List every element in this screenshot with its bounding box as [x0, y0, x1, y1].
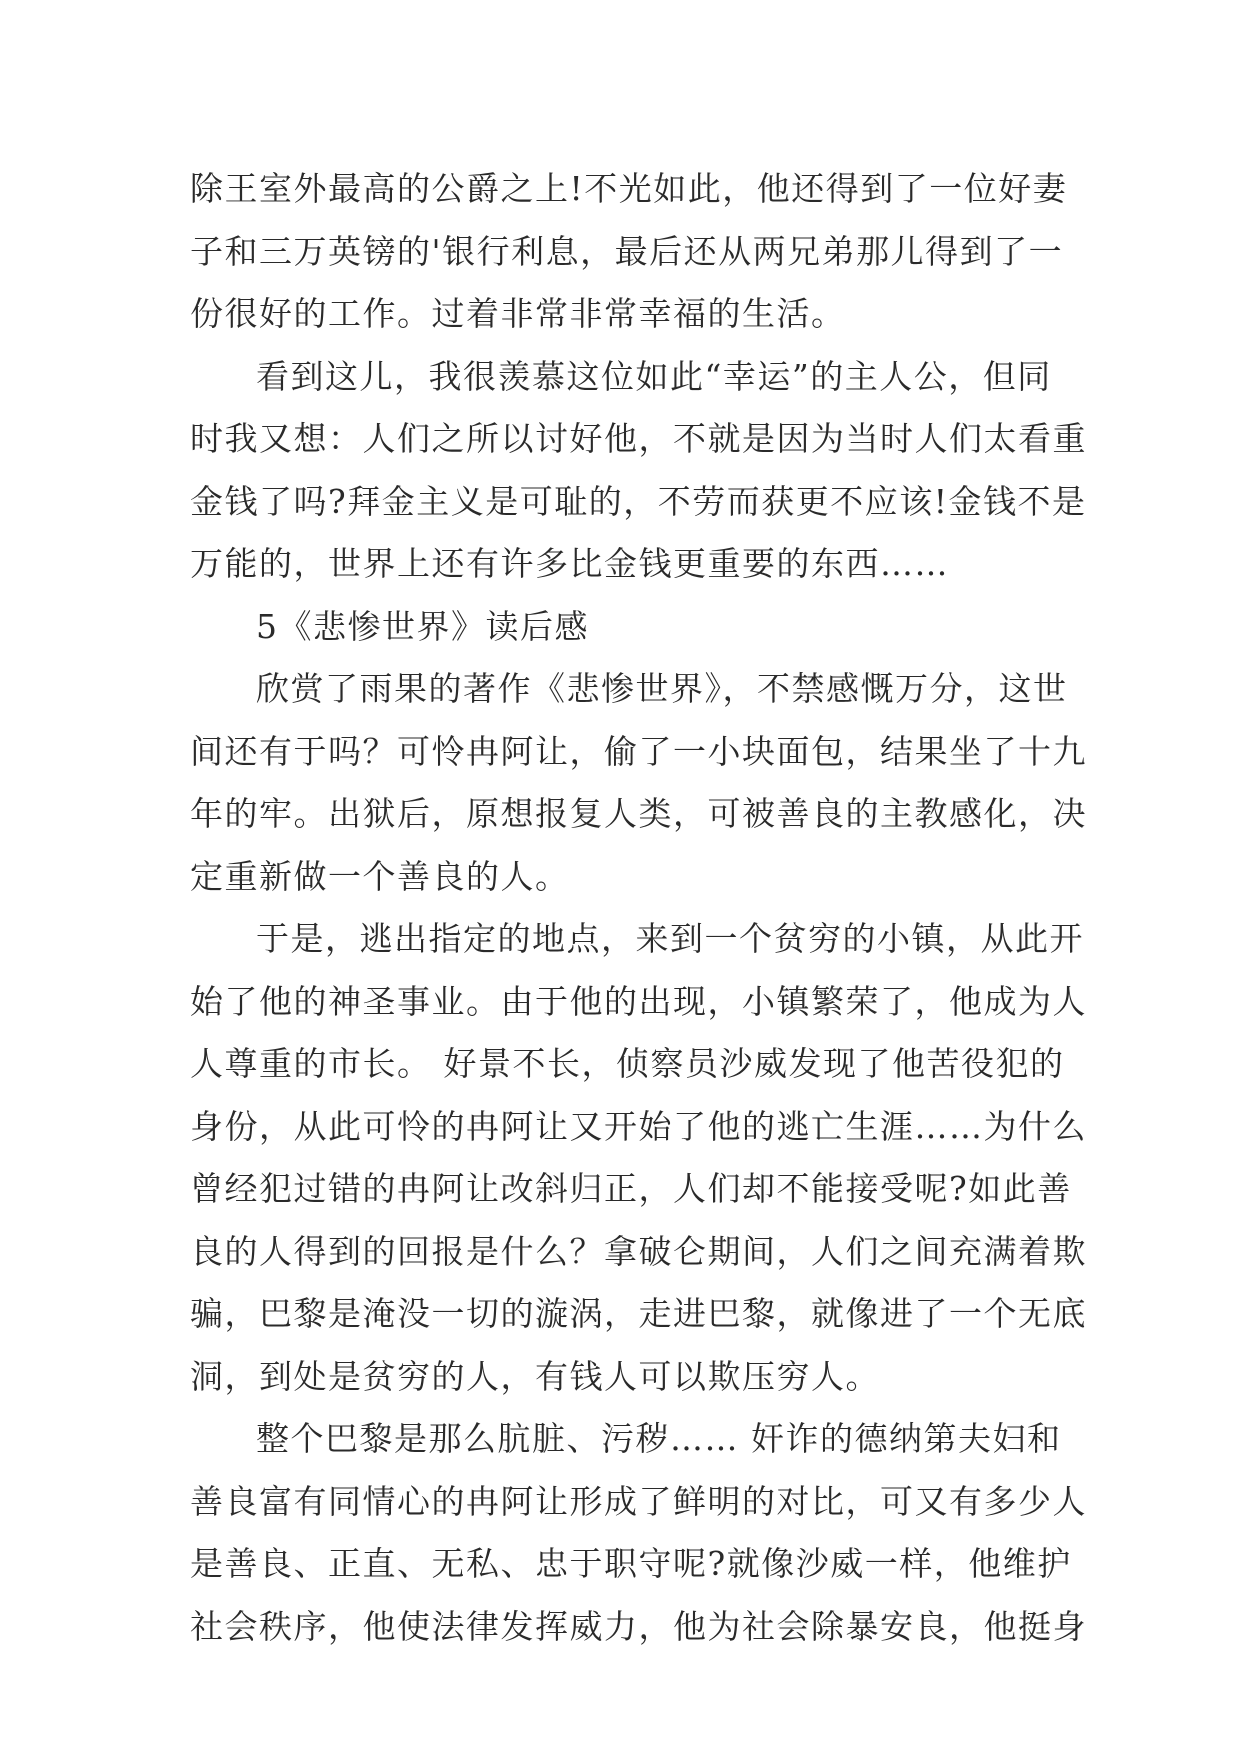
text-line: 年的牢。出狱后，原想报复人类，可被善良的主教感化，决 — [190, 794, 1087, 833]
text-line: 洞，到处是贫穷的人，有钱人可以欺压穷人。 — [190, 1356, 880, 1396]
text-line: 万能的，世界上还有许多比金钱更重要的东西…… — [190, 544, 949, 583]
text-line: 社会秩序，他使法律发挥威力，他为社会除暴安良，他挺身 — [190, 1606, 1087, 1646]
paragraph-start-line: 于是，逃出指定的地点，来到一个贫穷的小镇，从此开 — [256, 919, 1084, 958]
body-text — [190, 158, 1087, 1658]
text-line: 人尊重的市长。 好景不长，侦察员沙威发现了他苦役犯的 — [190, 1044, 1065, 1083]
text-line: 时我又想：人们之所以讨好他，不就是因为当时人们太看重 — [190, 419, 1087, 458]
text-line: 骗，巴黎是淹没一切的漩涡，走进巴黎，就像进了一个无底 — [190, 1294, 1087, 1333]
text-line: 间还有于吗？可怜冉阿让，偷了一小块面包，结果坐了十九 — [190, 731, 1087, 771]
section-heading: 5《悲惨世界》读后感 — [256, 606, 589, 646]
text-line: 良的人得到的回报是什么？拿破仑期间，人们之间充满着欺 — [190, 1231, 1087, 1271]
text-line: 身份，从此可怜的冉阿让又开始了他的逃亡生涯……为什么 — [190, 1106, 1087, 1146]
text-line: 善良富有同情心的冉阿让形成了鲜明的对比，可又有多少人 — [190, 1481, 1087, 1521]
text-line: 是善良、正直、无私、忠于职守呢?就像沙威一样，他维护 — [190, 1544, 1072, 1583]
text-line: 份很好的工作。过着非常非常幸福的生活。 — [190, 294, 846, 333]
text-line: 子和三万英镑的'银行利息，最后还从两兄弟那儿得到了一 — [190, 231, 1064, 271]
text-line: 定重新做一个善良的人。 — [190, 856, 570, 896]
paragraph-start-line: 整个巴黎是那么肮脏、污秽…… 奸诈的德纳第夫妇和 — [256, 1419, 1062, 1458]
text-line: 除王室外最高的公爵之上!不光如此，他还得到了一位好妻 — [190, 169, 1068, 208]
text-line: 曾经犯过错的冉阿让改斜归正，人们却不能接受呢?如此善 — [190, 1169, 1072, 1208]
paragraph-start-line: 看到这儿，我很羡慕这位如此“幸运”的主人公，但同 — [256, 356, 1052, 396]
paragraph-start-line: 欣赏了雨果的著作《悲惨世界》，不禁感慨万分，这世 — [256, 669, 1068, 708]
text-line: 金钱了吗?拜金主义是可耻的，不劳而获更不应该!金钱不是 — [190, 481, 1087, 521]
text-line: 始了他的神圣事业。由于他的出现，小镇繁荣了，他成为人 — [190, 981, 1087, 1021]
